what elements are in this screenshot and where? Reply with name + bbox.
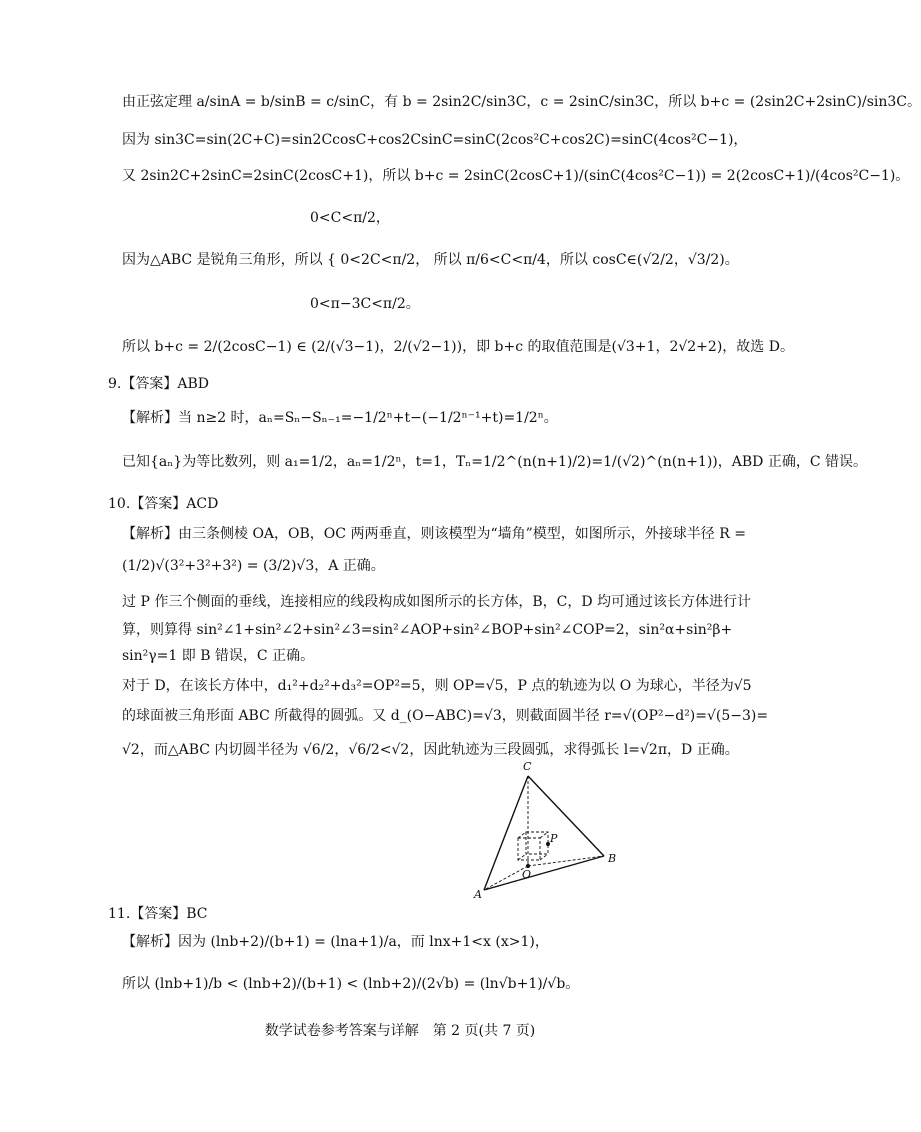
tetrahedron-figure bbox=[470, 752, 630, 902]
text-line: 【解析】由三条侧棱 OA，OB，OC 两两垂直，则该模型为“墙角”模型，如图所示，外接球半径 R = bbox=[122, 526, 746, 542]
text-line: 已知{aₙ}为等比数列，则 a₁=1/2，aₙ=1/2ⁿ，t=1，Tₙ=1/2^(n(n+1)/2)=1/(√2)^(n(n+1))，ABD 正确，C 错误。 bbox=[122, 454, 867, 470]
answer-heading-10: 10.【答案】ACD bbox=[108, 496, 219, 512]
text-line: (1/2)√(3²+3²+3²) = (3/2)√3，A 正确。 bbox=[122, 558, 385, 574]
text-line: 0<C<π/2， bbox=[310, 210, 390, 226]
label-o: O bbox=[522, 868, 532, 881]
text-line: √2，而△ABC 内切圆半径为 √6/2，√6/2<√2，因此轨迹为三段圆弧，求得弧长 l=√2π，D 正确。 bbox=[122, 742, 739, 758]
text-line: 因为△ABC 是锐角三角形，所以 { 0<2C<π/2， 所以 π/6<C<π/4，所以 cosC∈(√2/2，√3/2)。 bbox=[122, 252, 739, 268]
text-line: 过 P 作三个侧面的垂线，连接相应的线段构成如图所示的长方体，B，C，D 均可通过该长方体进行计 bbox=[122, 594, 751, 610]
text-line: 又 2sin2C+2sinC=2sinC(2cosC+1)，所以 b+c = 2sinC(2cosC+1)/(sinC(4cos²C−1)) = 2(2cosC+1)/(4cos²C−1)。 bbox=[122, 168, 910, 184]
label-b: B bbox=[608, 852, 617, 865]
text-line: 因为 sin3C=sin(2C+C)=sin2CcosC+cos2CsinC=sinC(2cos²C+cos2C)=sinC(4cos²C−1)， bbox=[122, 132, 748, 148]
text-line: 由正弦定理 a/sinA = b/sinB = c/sinC，有 b = 2sin2C/sin3C，c = 2sinC/sin3C，所以 b+c = (2sin2C+2sinC)/sin3C。 bbox=[122, 94, 921, 110]
text-line: 对于 D，在该长方体中，d₁²+d₂²+d₃²=OP²=5，则 OP=√5，P 点的轨迹为以 O 为球心，半径为√5 bbox=[122, 678, 752, 694]
text-line: 所以 b+c = 2/(2cosC−1) ∈ (2/(√3−1)，2/(√2−1))，即 b+c 的取值范围是(√3+1，2√2+2)，故选 D。 bbox=[122, 339, 794, 355]
text-line: sin²γ=1 即 B 错误，C 正确。 bbox=[122, 648, 315, 664]
answer-heading-11: 11.【答案】BC bbox=[108, 906, 208, 922]
answer-heading-9: 9.【答案】ABD bbox=[108, 376, 209, 392]
label-a: A bbox=[474, 888, 482, 901]
page-footer: 数学试卷参考答案与详解 第 2 页(共 7 页) bbox=[264, 1023, 536, 1039]
text-line: 所以 (lnb+1)/b < (lnb+2)/(b+1) < (lnb+2)/(2√b) = (ln√b+1)/√b。 bbox=[122, 976, 580, 992]
text-line: 算，则算得 sin²∠1+sin²∠2+sin²∠3=sin²∠AOP+sin²∠BOP+sin²∠COP=2，sin²α+sin²β+ bbox=[122, 622, 733, 638]
text-line: 【解析】因为 (lnb+2)/(b+1) = (lna+1)/a，而 lnx+1<x (x>1)， bbox=[122, 934, 549, 950]
label-c: C bbox=[523, 760, 532, 773]
text-line: 【解析】当 n≥2 时，aₙ=Sₙ−Sₙ₋₁=−1/2ⁿ+t−(−1/2ⁿ⁻¹+t)=1/2ⁿ。 bbox=[122, 410, 558, 426]
label-p: P bbox=[550, 832, 558, 845]
text-line: 的球面被三角形面 ABC 所截得的圆弧。又 d_(O−ABC)=√3，则截面圆半径 r=√(OP²−d²)=√(5−3)= bbox=[122, 708, 769, 724]
text-line: 0<π−3C<π/2。 bbox=[310, 296, 420, 312]
